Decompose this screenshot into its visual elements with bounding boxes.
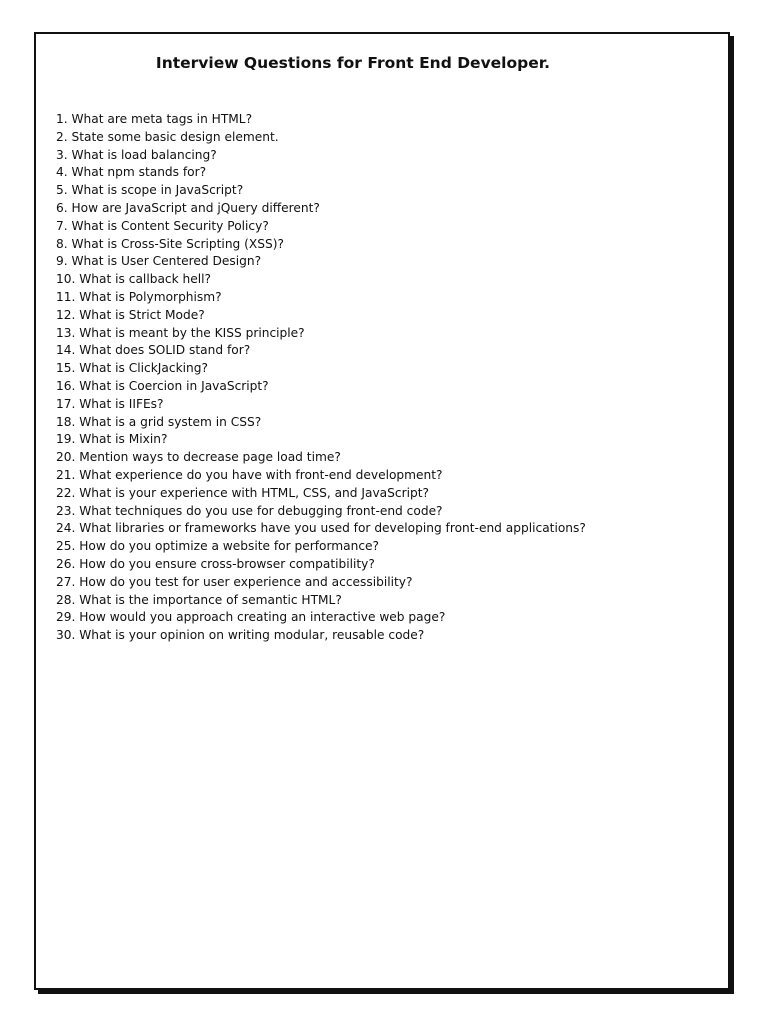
question-item: 28. What is the importance of semantic HTML? bbox=[56, 592, 342, 607]
question-item: 16. What is Coercion in JavaScript? bbox=[56, 378, 269, 393]
question-item: 24. What libraries or frameworks have you used for developing front-end applications? bbox=[56, 521, 586, 536]
question-item: 21. What experience do you have with front-end development? bbox=[56, 467, 443, 482]
question-item: 11. What is Polymorphism? bbox=[56, 289, 222, 304]
document-title: Interview Questions for Front End Developer. bbox=[155, 54, 551, 72]
question-item: 7. What is Content Security Policy? bbox=[56, 218, 269, 233]
question-item: 19. What is Mixin? bbox=[56, 432, 168, 447]
question-item: 13. What is meant by the KISS principle? bbox=[56, 325, 305, 340]
question-item: 12. What is Strict Mode? bbox=[56, 307, 205, 322]
question-item: 15. What is ClickJacking? bbox=[56, 361, 208, 376]
question-item: 23. What techniques do you use for debugging front-end code? bbox=[56, 503, 443, 518]
question-item: 6. How are JavaScript and jQuery different? bbox=[56, 200, 320, 215]
question-item: 30. What is your opinion on writing modular, reusable code? bbox=[56, 628, 425, 643]
question-item: 1. What are meta tags in HTML? bbox=[56, 112, 253, 126]
question-item: 27. How do you test for user experience and accessibility? bbox=[56, 574, 413, 589]
question-item: 4. What npm stands for? bbox=[56, 165, 207, 180]
question-item: 14. What does SOLID stand for? bbox=[56, 343, 251, 358]
question-item: 3. What is load balancing? bbox=[56, 147, 217, 162]
question-item: 29. How would you approach creating an interactive web page? bbox=[56, 610, 446, 625]
question-item: 25. How do you optimize a website for performance? bbox=[56, 539, 380, 554]
question-item: 22. What is your experience with HTML, CSS, and JavaScript? bbox=[56, 485, 429, 500]
question-item: 10. What is callback hell? bbox=[56, 272, 212, 287]
question-item: 8. What is Cross-Site Scripting (XSS)? bbox=[56, 236, 284, 251]
document-page bbox=[34, 32, 730, 990]
question-item: 26. How do you ensure cross-browser compatibility? bbox=[56, 556, 375, 571]
question-item: 5. What is scope in JavaScript? bbox=[56, 183, 244, 198]
question-item: 2. State some basic design element. bbox=[56, 129, 279, 144]
question-item: 9. What is User Centered Design? bbox=[56, 254, 262, 269]
question-item: 18. What is a grid system in CSS? bbox=[56, 414, 262, 429]
question-item: 17. What is IIFEs? bbox=[56, 396, 164, 411]
question-list bbox=[56, 111, 586, 645]
question-item: 20. Mention ways to decrease page load time? bbox=[56, 450, 341, 465]
